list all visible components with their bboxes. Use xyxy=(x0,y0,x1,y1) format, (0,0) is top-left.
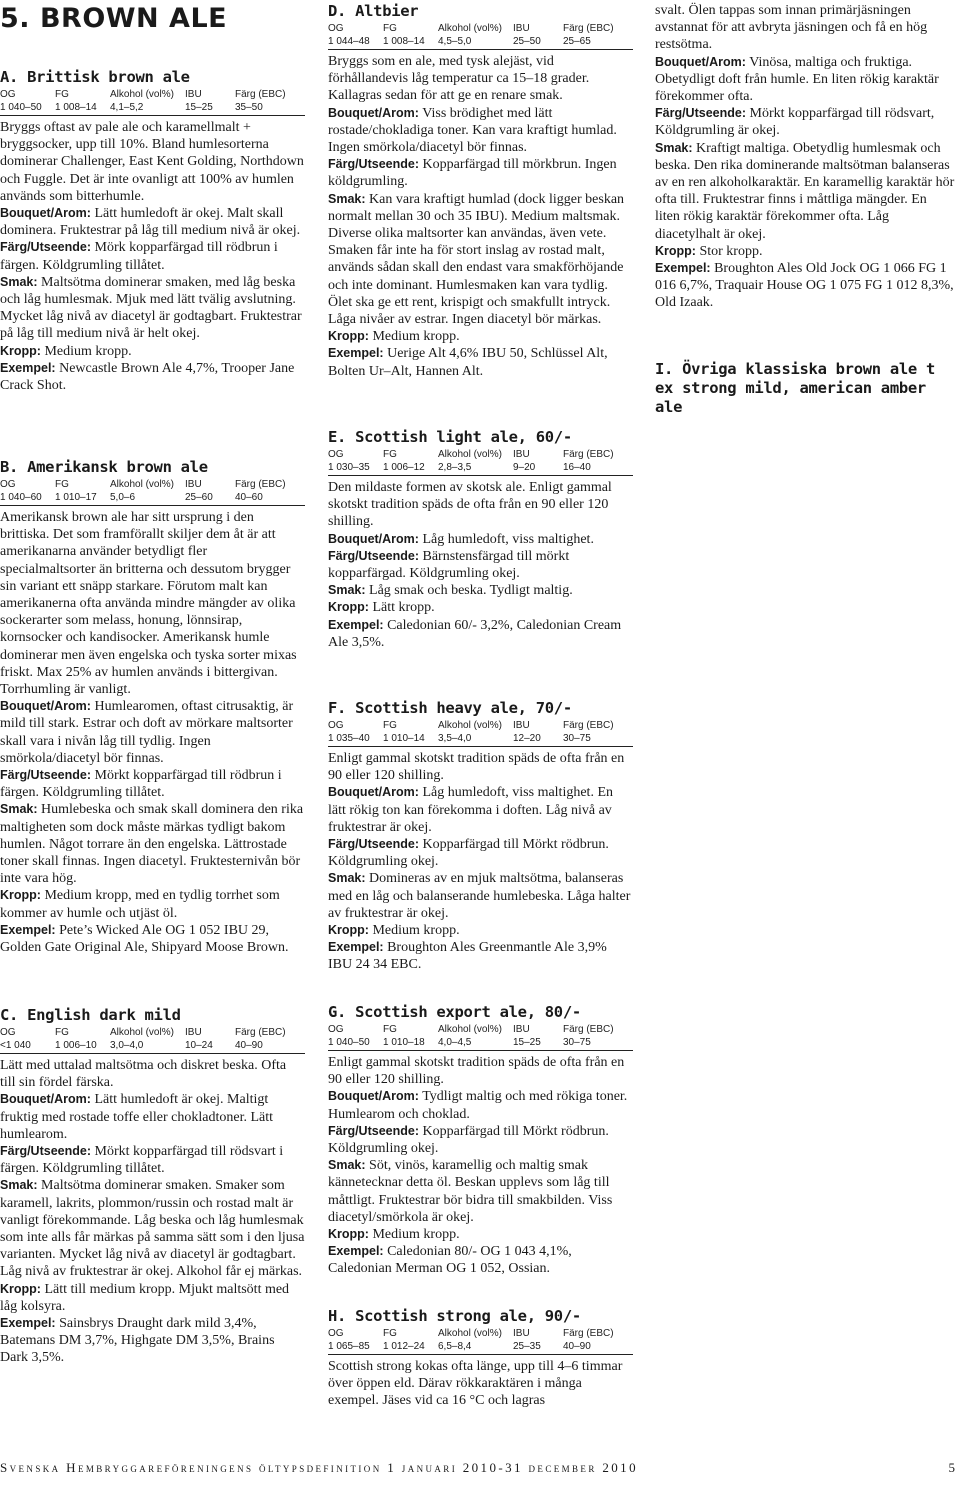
section-d-intro: Bryggs som en ale, med tysk alejäst, vid förhållandevis låg temperatur ca 15–18 grader. Kallagras sedan för att ge en renare smak. xyxy=(328,54,590,104)
section-f xyxy=(328,697,633,974)
section-f-taste: Smak: Domineras av en mjuk maltsötma, balanseras med en låg och balanserande humlebeska. Låga halter av fruktestrar är okej. xyxy=(328,871,631,921)
section-a-example: Exempel: Newcastle Brown Ale 4,7%, Trooper Jane Crack Shot. xyxy=(0,360,295,394)
section-g-taste: Smak: Söt, vinös, karamellig och maltig smak kännetecknar detta öl. Beskan upplevs som låg till måttligt. Fruktestrar bör bidra till smakbilden. Viss diacetyl/smörkola är okej. xyxy=(328,1158,613,1225)
section-c-taste: Smak: Maltsötma dominerar smaken. Smaker som karamell, lakrits, plommon/russin och rostad malt är vanligt förekommande. Låg beska och låg humlesmak som inte alls får märkas på samma sätt som i den ljusa varianten. Mycket låg nivå av diacetyl är godtagbart. Låg nivå av fruktestrar är okej. Alkohol får ej märkas. xyxy=(0,1178,305,1280)
section-g-example: Exempel: Caledonian 80/- OG 1 043 4,1%, Caledonian Merman OG 1 052, Ossian. xyxy=(328,1244,572,1277)
section-h-title: H. Scottish strong ale, 90/- xyxy=(328,1307,581,1325)
section-e-taste: Smak: Låg smak och beska. Tydligt maltig. xyxy=(328,583,573,599)
section-i xyxy=(655,360,945,417)
section-g-title: G. Scottish export ale, 80/- xyxy=(328,1003,581,1021)
section-a-aroma: Bouquet/Arom: Lätt humledoft är okej. Malt skall dominera. Fruktestrar på låg till medium nivå är okej. xyxy=(0,206,301,239)
section-i-title: I. Övriga klassiska brown ale t ex strong mild, american amber ale xyxy=(655,360,935,416)
section-c-title: C. English dark mild xyxy=(0,1006,181,1024)
section-a-intro: Bryggs oftast av pale ale och karamellmalt + bryggsocker, upp till 10%. Bland humlesorterna dominerar Challenger, East Kent Golding, Northdown och Fuggle. Det är inte ovanligt att 100% av humlen används som bitterhumle. xyxy=(0,120,304,204)
section-g-color: Färg/Utseende: Kopparfärgad till Mörkt rödbrun. Köldgrumling okej. xyxy=(328,1123,609,1157)
section-e-aroma: Bouquet/Arom: Låg humledoft, viss maltighet. xyxy=(328,531,594,547)
param-header: OG FG Alkohol (vol%) IBU Färg (EBC) xyxy=(328,1328,614,1339)
section-b-example: Exempel: Pete’s Wicked Ale OG 1 052 IBU 29, Golden Gate Original Ale, Shipyard Moose Brown. xyxy=(0,922,289,956)
param-values: 1 035–40 1 010–14 3,5–4,0 12–20 30–75 xyxy=(328,732,633,747)
section-b-body: Kropp: Medium kropp, med en tydlig torrhet som kommer av humle och utjäst öl. xyxy=(0,888,280,921)
param-header: OG FG Alkohol (vol%) IBU Färg (EBC) xyxy=(328,23,614,34)
section-d-body: Kropp: Medium kropp. xyxy=(328,329,460,345)
section-g-aroma: Bouquet/Arom: Tydligt maltig och med rökiga toner. Humlearom och choklad. xyxy=(328,1089,628,1122)
section-a-body: Kropp: Medium kropp. xyxy=(0,343,132,359)
section-h-intro: Scottish strong kokas ofta länge, upp till 4–6 timmar över öppen eld. Därav rökkaraktären i många exempel. Jäses vid ca 16 °C och lagras xyxy=(328,1359,623,1409)
section-g-body: Kropp: Medium kropp. xyxy=(328,1227,460,1243)
section-d-color: Färg/Utseende: Kopparfärgad till mörkbrun. Ingen köldgrumling. xyxy=(328,157,617,190)
section-e xyxy=(328,426,633,651)
section-e-title: E. Scottish light ale, 60/- xyxy=(328,428,572,446)
section-c-color: Färg/Utseende: Mörkt kopparfärgad till rödsvart i färgen. Köldgrumling tillåtet. xyxy=(0,1144,284,1177)
section-e-color: Färg/Utseende: Bärnstensfärgad till mörkt kopparfärgad. Köldgrumling okej. xyxy=(328,548,570,582)
param-header: OG FG Alkohol (vol%) IBU Färg (EBC) xyxy=(0,89,286,100)
section-h-cont-intro: svalt. Ölen tappas som innan primärjäsningen avstannat för att avbryta jäsningen och få en hög restsötma. xyxy=(655,3,928,53)
section-h-color: Färg/Utseende: Mörkt kopparfärgad till rödsvart, Köldgrumling är okej. xyxy=(655,106,935,139)
param-values: 1 044–48 1 008–14 4,5–5,0 25–50 25–65 xyxy=(328,35,633,50)
section-f-title: F. Scottish heavy ale, 70/- xyxy=(328,699,572,717)
section-g xyxy=(328,1001,633,1278)
section-d-taste: Smak: Kan vara kraftigt humlad (dock ligger beskan normalt mellan 30 och 35 IBU). Medium maltsmak. Diverse olika maltsorter kan användas, även vete. Smaken får inte ha för stort inslag av rostad malt, används sådan skall den endast vara smakförhöjande och inte dominant. Humlesmaken kan vara tydlig. Ölet ska ge ett rent, krispigt och smakfullt intryck. Låga nivåer av estrar. Ingen diacetyl bör märkas. xyxy=(328,191,625,328)
section-d xyxy=(328,0,633,380)
section-c-intro: Lätt med uttalad maltsötma och diskret beska. Ofta till sin fördel färska. xyxy=(0,1058,287,1091)
section-h-taste: Smak: Kraftigt maltiga. Obetydlig humlesmak och beska. Den rika dominerande maltsötman balanseras av en ren alkoholkaraktär. En karamellig karaktär hör ofta till. Fruktestrar finns i måttliga mängder. En liten rökig karaktär förekommer ofta. Låg diacetylhalt är okej. xyxy=(655,140,955,242)
param-values: 1 030–35 1 006–12 2,8–3,5 9–20 16–40 xyxy=(328,461,633,476)
section-h-aroma: Bouquet/Arom: Vinösa, maltiga och fruktiga. Obetydligt doft från humle. En liten rökig karaktär förekommer ofta. xyxy=(655,54,939,105)
footer-text: Svenska Hembryggareföreningens öltypsdefinition 1 januari 2010-31 december 2010 xyxy=(0,1460,638,1475)
page-number: 5 xyxy=(948,1460,955,1475)
param-values: <1 040 1 006–10 3,0–4,0 10–24 40–90 xyxy=(0,1039,305,1054)
section-d-example: Exempel: Uerige Alt 4,6% IBU 50, Schlüssel Alt, Bolten Ur–Alt, Hannen Alt. xyxy=(328,346,608,379)
param-values: 1 040–50 1 008–14 4,1–5,2 15–25 35–50 xyxy=(0,101,305,116)
section-a xyxy=(0,66,305,394)
section-c xyxy=(0,1004,305,1367)
section-d-aroma: Bouquet/Arom: Viss brödighet med lätt rostade/chokladiga toner. Kan vara kraftigt humlad. Ingen smörkola/diacetyl bör finnas. xyxy=(328,105,617,156)
section-b-aroma: Bouquet/Arom: Humlearomen, oftast citrusaktig, är mild till stark. Estrar och doft av mörkare maltsorter skall vara i nivån låg till tydlig. Ingen smörkola/diacetyl bör finnas. xyxy=(0,699,294,766)
param-values: 1 040–60 1 010–17 5,0–6 25–60 40–60 xyxy=(0,491,305,506)
section-f-body: Kropp: Medium kropp. xyxy=(328,923,460,939)
section-b xyxy=(0,456,305,956)
param-header: OG FG Alkohol (vol%) IBU Färg (EBC) xyxy=(0,1027,286,1038)
section-h-continued xyxy=(655,2,955,312)
section-c-example: Exempel: Sainsbrys Draught dark mild 3,4%, Batemans DM 3,7%, Highgate DM 3,5%, Brains Dark 3,5%. xyxy=(0,1316,275,1366)
param-header: OG FG Alkohol (vol%) IBU Färg (EBC) xyxy=(0,479,286,490)
section-b-taste: Smak: Humlebeska och smak skall dominera den rika maltigheten som dock måste märkas tydligt bakom humlen. Något torrare än den engelska. Lättrostade toner skall finnas. Ingen diacetyl. Fruktesternivån bör inte vara hög. xyxy=(0,802,304,887)
section-h-body: Kropp: Stor kropp. xyxy=(655,243,763,259)
param-values: 1 040–50 1 010–18 4,0–4,5 15–25 30–75 xyxy=(328,1036,633,1051)
section-c-body: Kropp: Lätt till medium kropp. Mjukt maltsött med låg kolsyra. xyxy=(0,1281,290,1314)
section-a-color: Färg/Utseende: Mörk kopparfärgad till rödbrun i färgen. Köldgrumling tillåtet. xyxy=(0,240,278,273)
section-h xyxy=(328,1305,633,1410)
section-a-title: A. Brittisk brown ale xyxy=(0,68,190,86)
param-values: 1 065–85 1 012–24 6,5–8,4 25–35 40–90 xyxy=(328,1340,633,1355)
param-header: OG FG Alkohol (vol%) IBU Färg (EBC) xyxy=(328,720,614,731)
section-e-intro: Den mildaste formen av skotsk ale. Enligt gammal skotskt tradition späds de ofta från en 90 eller 120 shilling. xyxy=(328,480,612,530)
section-e-body: Kropp: Lätt kropp. xyxy=(328,600,435,616)
page-footer xyxy=(0,1460,955,1476)
section-f-aroma: Bouquet/Arom: Låg humledoft, viss maltighet. En lätt rökig ton kan förekomma i doften. Låg nivå av fruktestrar är okej. xyxy=(328,785,613,835)
section-a-taste: Smak: Maltsötma dominerar smaken, med låg beska och låg humlesmak. Mjuk med lätt tvälig avslutning. Mycket låg nivå av diacetyl är godtagbart. Fruktestrar på låg till medium nivå är helt okej. xyxy=(0,274,302,342)
param-header: OG FG Alkohol (vol%) IBU Färg (EBC) xyxy=(328,1024,614,1035)
section-g-intro: Enligt gammal skotskt tradition späds de ofta från en 90 eller 120 shilling. xyxy=(328,1055,625,1088)
section-e-example: Exempel: Caledonian 60/- 3,2%, Caledonian Cream Ale 3,5%. xyxy=(328,617,622,650)
section-f-example: Exempel: Broughton Ales Greenmantle Ale 3,9% IBU 24 34 EBC. xyxy=(328,940,607,973)
chapter-title: 5. BROWN ALE xyxy=(0,3,228,34)
section-d-title: D. Altbier xyxy=(328,2,419,20)
section-b-title: B. Amerikansk brown ale xyxy=(0,458,208,476)
section-f-intro: Enligt gammal skotskt tradition späds de ofta från en 90 eller 120 shilling. xyxy=(328,751,625,784)
param-header: OG FG Alkohol (vol%) IBU Färg (EBC) xyxy=(328,449,614,460)
section-b-intro: Amerikansk brown ale har sitt ursprung i den brittiska. Det som framförallt skiljer dem åt är att amerikanarna använder betydligt fler specialmaltsorter än britterna och dessutom brygger sin variant ett snäpp starkare. Förutom malt kan amerikanerna ofta använda mindre mängder av olika sockerarter som melass, honung, lönnsirap, kornsocker och kandisocker. Amerikansk humle dominerar men även engelska och tyska sorter mixas friskt. Max 25% av humlen används i bittergivan. Torrhumling är vanligt. xyxy=(0,510,297,698)
section-f-color: Färg/Utseende: Kopparfärgad till Mörkt rödbrun. Köldgrumling okej. xyxy=(328,837,609,870)
section-c-aroma: Bouquet/Arom: Lätt humledoft är okej. Maltigt fruktig med rostade toffe eller chokladtoner. Lätt humlearom. xyxy=(0,1092,274,1142)
section-b-color: Färg/Utseende: Mörkt kopparfärgad till rödbrun i färgen. Köldgrumling tillåtet. xyxy=(0,768,282,801)
section-h-example: Exempel: Broughton Ales Old Jock OG 1 066 FG 1 016 6,7%, Traquair House OG 1 075 FG 1 012 8,3%, Old Izaak. xyxy=(655,261,954,311)
